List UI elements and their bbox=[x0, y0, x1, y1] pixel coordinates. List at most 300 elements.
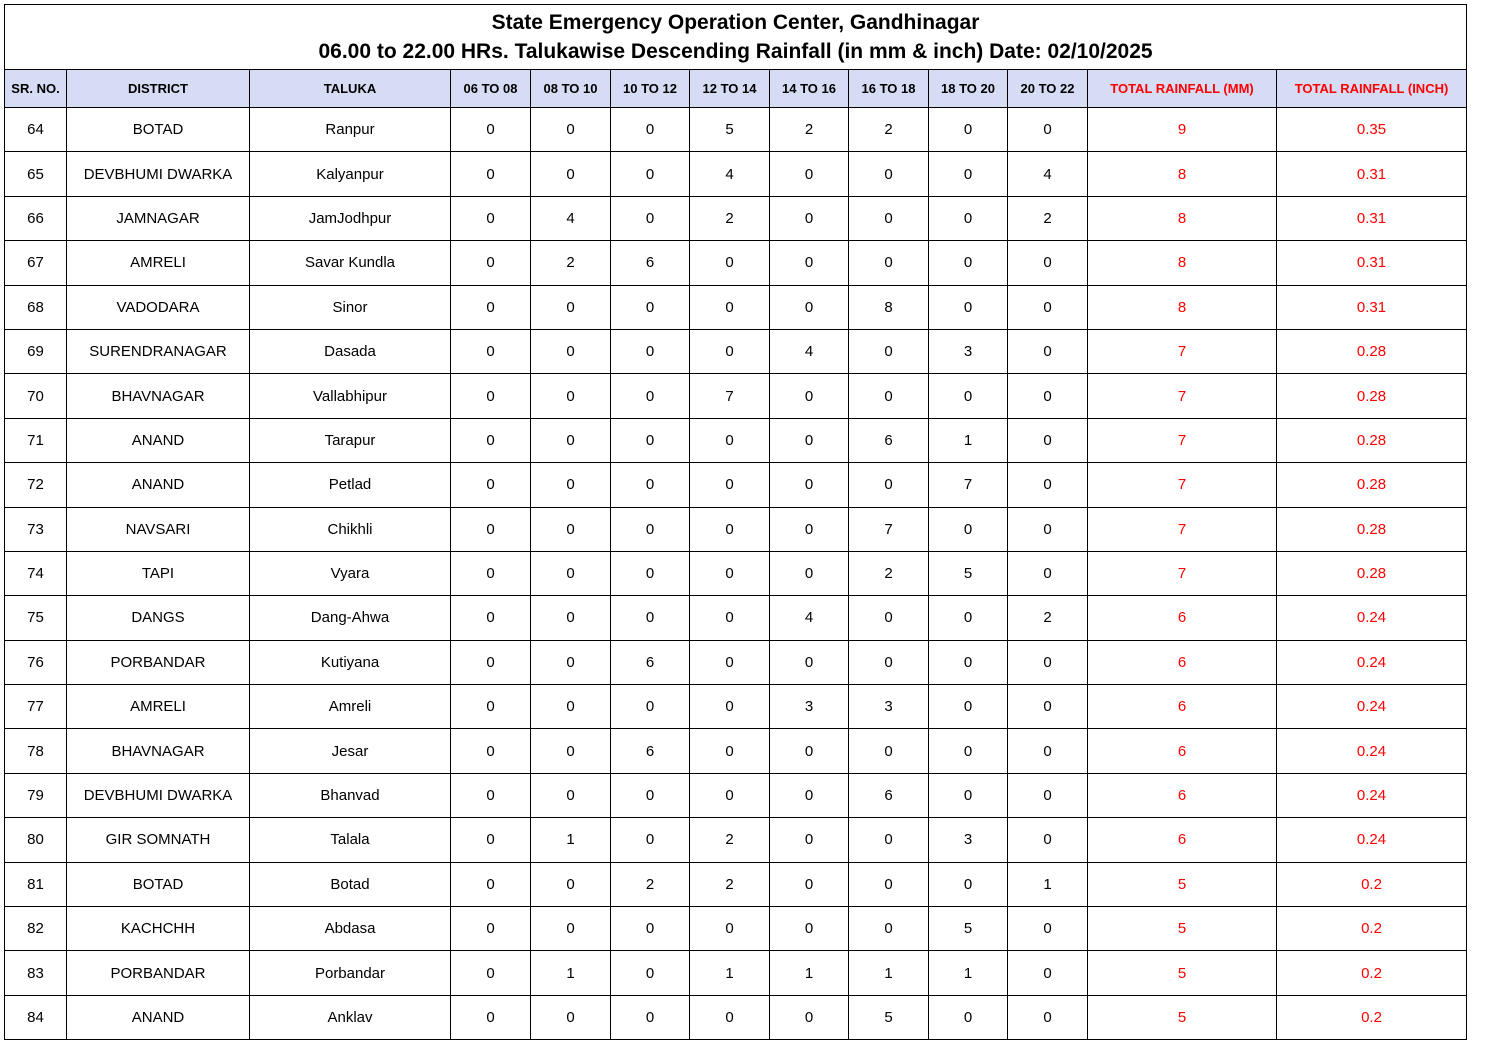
table-cell: 0 bbox=[611, 507, 690, 551]
table-cell: 0 bbox=[690, 773, 770, 817]
table-cell: 0 bbox=[611, 596, 690, 640]
table-cell: 0 bbox=[849, 152, 929, 196]
table-cell: 6 bbox=[1088, 596, 1277, 640]
table-cell: 2 bbox=[1008, 596, 1088, 640]
table-cell: Ranpur bbox=[250, 108, 451, 152]
table-cell: 0 bbox=[849, 729, 929, 773]
table-cell: 0 bbox=[531, 551, 611, 595]
table-cell: 0 bbox=[929, 862, 1008, 906]
table-cell: 0 bbox=[929, 241, 1008, 285]
table-cell: 67 bbox=[5, 241, 67, 285]
table-cell: 1 bbox=[1008, 862, 1088, 906]
table-cell: 0 bbox=[1008, 773, 1088, 817]
table-cell: 0 bbox=[770, 196, 849, 240]
table-row bbox=[5, 995, 1467, 1039]
table-cell: 3 bbox=[929, 329, 1008, 373]
table-cell: 0 bbox=[451, 285, 531, 329]
table-cell: 6 bbox=[849, 773, 929, 817]
table-cell: 6 bbox=[611, 241, 690, 285]
table-cell: 0 bbox=[451, 374, 531, 418]
table-cell: 0 bbox=[690, 463, 770, 507]
table-cell: 72 bbox=[5, 463, 67, 507]
table-cell: 0.31 bbox=[1277, 196, 1467, 240]
table-cell: 0 bbox=[531, 285, 611, 329]
table-cell: 0 bbox=[531, 152, 611, 196]
table-cell: 0 bbox=[770, 463, 849, 507]
table-cell: 0 bbox=[849, 907, 929, 951]
table-cell: 71 bbox=[5, 418, 67, 462]
table-cell: 2 bbox=[770, 108, 849, 152]
table-cell: 0 bbox=[1008, 329, 1088, 373]
table-cell: 7 bbox=[1088, 374, 1277, 418]
table-cell: 0 bbox=[1008, 285, 1088, 329]
table-cell: 0 bbox=[531, 995, 611, 1039]
table-cell: 0 bbox=[611, 285, 690, 329]
table-cell: PORBANDAR bbox=[67, 951, 250, 995]
column-header: DISTRICT bbox=[67, 70, 250, 108]
table-cell: 0 bbox=[770, 818, 849, 862]
table-cell: 0 bbox=[451, 507, 531, 551]
rainfall-table bbox=[4, 4, 1467, 1040]
table-cell: 0 bbox=[770, 862, 849, 906]
table-cell: 0 bbox=[611, 196, 690, 240]
table-cell: 0.28 bbox=[1277, 551, 1467, 595]
column-header: 06 TO 08 bbox=[451, 70, 531, 108]
table-cell: 80 bbox=[5, 818, 67, 862]
table-cell: 2 bbox=[690, 862, 770, 906]
table-cell: 0 bbox=[690, 907, 770, 951]
table-cell: 0.2 bbox=[1277, 995, 1467, 1039]
column-header: 18 TO 20 bbox=[929, 70, 1008, 108]
table-cell: 0 bbox=[690, 729, 770, 773]
table-cell: 3 bbox=[770, 685, 849, 729]
table-cell: 6 bbox=[1088, 818, 1277, 862]
table-cell: 0 bbox=[451, 108, 531, 152]
table-cell: Chikhli bbox=[250, 507, 451, 551]
table-cell: 0 bbox=[531, 463, 611, 507]
table-cell: 0.28 bbox=[1277, 418, 1467, 462]
column-header: 12 TO 14 bbox=[690, 70, 770, 108]
column-header-row bbox=[5, 70, 1467, 108]
table-cell: DEVBHUMI DWARKA bbox=[67, 773, 250, 817]
table-cell: 0 bbox=[451, 329, 531, 373]
table-cell: DEVBHUMI DWARKA bbox=[67, 152, 250, 196]
table-cell: 0 bbox=[770, 152, 849, 196]
table-cell: Sinor bbox=[250, 285, 451, 329]
table-cell: 75 bbox=[5, 596, 67, 640]
table-cell: 1 bbox=[929, 951, 1008, 995]
table-cell: 0.31 bbox=[1277, 241, 1467, 285]
table-cell: 0 bbox=[611, 685, 690, 729]
table-cell: Porbandar bbox=[250, 951, 451, 995]
table-body bbox=[5, 108, 1467, 1040]
table-cell: 4 bbox=[770, 596, 849, 640]
table-cell: 0 bbox=[770, 551, 849, 595]
table-cell: 82 bbox=[5, 907, 67, 951]
table-cell: 0.24 bbox=[1277, 773, 1467, 817]
table-cell: 0 bbox=[531, 685, 611, 729]
table-cell: 3 bbox=[929, 818, 1008, 862]
table-cell: 0 bbox=[1008, 418, 1088, 462]
table-row bbox=[5, 729, 1467, 773]
table-cell: 2 bbox=[531, 241, 611, 285]
table-cell: 0 bbox=[849, 862, 929, 906]
table-cell: 8 bbox=[849, 285, 929, 329]
table-cell: 6 bbox=[1088, 773, 1277, 817]
table-cell: 0.24 bbox=[1277, 818, 1467, 862]
table-cell: 73 bbox=[5, 507, 67, 551]
table-cell: 7 bbox=[1088, 507, 1277, 551]
table-cell: 84 bbox=[5, 995, 67, 1039]
table-cell: 1 bbox=[849, 951, 929, 995]
table-cell: ANAND bbox=[67, 463, 250, 507]
table-cell: 4 bbox=[531, 196, 611, 240]
table-cell: NAVSARI bbox=[67, 507, 250, 551]
table-cell: BOTAD bbox=[67, 108, 250, 152]
table-cell: 0 bbox=[690, 285, 770, 329]
table-row bbox=[5, 374, 1467, 418]
table-cell: 0 bbox=[849, 196, 929, 240]
column-header: 20 TO 22 bbox=[1008, 70, 1088, 108]
table-row bbox=[5, 862, 1467, 906]
table-cell: 4 bbox=[690, 152, 770, 196]
table-cell: 0 bbox=[690, 507, 770, 551]
column-header: TALUKA bbox=[250, 70, 451, 108]
table-row bbox=[5, 285, 1467, 329]
table-cell: 0 bbox=[770, 507, 849, 551]
table-cell: Savar Kundla bbox=[250, 241, 451, 285]
table-cell: 0.28 bbox=[1277, 507, 1467, 551]
table-cell: 1 bbox=[531, 951, 611, 995]
table-cell: 0 bbox=[611, 329, 690, 373]
table-cell: 7 bbox=[1088, 463, 1277, 507]
table-cell: 0 bbox=[1008, 108, 1088, 152]
table-cell: 0 bbox=[1008, 907, 1088, 951]
table-cell: 69 bbox=[5, 329, 67, 373]
table-cell: 5 bbox=[1088, 995, 1277, 1039]
table-cell: 0 bbox=[849, 241, 929, 285]
table-cell: 0 bbox=[531, 418, 611, 462]
table-cell: 0 bbox=[451, 862, 531, 906]
table-cell: 0.2 bbox=[1277, 907, 1467, 951]
table-cell: 0 bbox=[690, 551, 770, 595]
table-cell: 8 bbox=[1088, 285, 1277, 329]
table-cell: 0 bbox=[849, 329, 929, 373]
table-cell: AMRELI bbox=[67, 241, 250, 285]
table-cell: 0 bbox=[451, 773, 531, 817]
table-cell: 0 bbox=[849, 374, 929, 418]
table-cell: 0 bbox=[451, 729, 531, 773]
table-cell: 0 bbox=[1008, 640, 1088, 684]
table-cell: BOTAD bbox=[67, 862, 250, 906]
report-title-line2: 06.00 to 22.00 HRs. Talukawise Descending Rainfall (in mm & inch) Date: 02/10/2025 bbox=[318, 40, 1153, 63]
table-cell: 0 bbox=[531, 640, 611, 684]
table-cell: 0 bbox=[451, 818, 531, 862]
table-cell: 9 bbox=[1088, 108, 1277, 152]
table-cell: 0.2 bbox=[1277, 951, 1467, 995]
table-cell: 5 bbox=[849, 995, 929, 1039]
table-cell: VADODARA bbox=[67, 285, 250, 329]
table-cell: 0 bbox=[611, 152, 690, 196]
table-cell: 6 bbox=[1088, 640, 1277, 684]
table-row bbox=[5, 329, 1467, 373]
table-cell: 0 bbox=[611, 907, 690, 951]
table-cell: 0 bbox=[531, 374, 611, 418]
table-cell: 0 bbox=[929, 640, 1008, 684]
table-cell: 0 bbox=[451, 596, 531, 640]
table-cell: 0 bbox=[531, 108, 611, 152]
table-cell: 0 bbox=[849, 463, 929, 507]
table-cell: GIR SOMNATH bbox=[67, 818, 250, 862]
table-cell: 1 bbox=[929, 418, 1008, 462]
table-cell: 5 bbox=[1088, 907, 1277, 951]
table-row bbox=[5, 152, 1467, 196]
table-cell: 70 bbox=[5, 374, 67, 418]
column-header: TOTAL RAINFALL (MM) bbox=[1088, 70, 1277, 108]
table-cell: Vallabhipur bbox=[250, 374, 451, 418]
table-row bbox=[5, 108, 1467, 152]
table-cell: 0 bbox=[531, 729, 611, 773]
table-row bbox=[5, 241, 1467, 285]
table-cell: 0 bbox=[451, 241, 531, 285]
column-header: 08 TO 10 bbox=[531, 70, 611, 108]
table-cell: 2 bbox=[690, 818, 770, 862]
table-cell: 0.24 bbox=[1277, 596, 1467, 640]
table-cell: 0 bbox=[611, 374, 690, 418]
table-cell: 0 bbox=[611, 995, 690, 1039]
table-cell: 0 bbox=[929, 196, 1008, 240]
table-cell: Abdasa bbox=[250, 907, 451, 951]
table-cell: Dasada bbox=[250, 329, 451, 373]
table-cell: 4 bbox=[770, 329, 849, 373]
table-cell: 0 bbox=[770, 241, 849, 285]
table-cell: Petlad bbox=[250, 463, 451, 507]
table-cell: Kalyanpur bbox=[250, 152, 451, 196]
table-cell: 74 bbox=[5, 551, 67, 595]
table-cell: ANAND bbox=[67, 418, 250, 462]
table-cell: 0 bbox=[451, 196, 531, 240]
table-cell: 81 bbox=[5, 862, 67, 906]
table-cell: 0 bbox=[1008, 374, 1088, 418]
table-cell: Botad bbox=[250, 862, 451, 906]
table-row bbox=[5, 640, 1467, 684]
table-cell: 0 bbox=[929, 507, 1008, 551]
table-cell: 6 bbox=[849, 418, 929, 462]
table-cell: 1 bbox=[770, 951, 849, 995]
rainfall-report-sheet bbox=[4, 4, 1466, 1040]
table-cell: 0 bbox=[531, 596, 611, 640]
table-cell: 0.28 bbox=[1277, 463, 1467, 507]
table-cell: 0 bbox=[770, 773, 849, 817]
table-cell: KACHCHH bbox=[67, 907, 250, 951]
column-header: 10 TO 12 bbox=[611, 70, 690, 108]
table-cell: 6 bbox=[1088, 685, 1277, 729]
table-cell: 7 bbox=[1088, 551, 1277, 595]
table-cell: 5 bbox=[1088, 862, 1277, 906]
table-cell: 0 bbox=[1008, 507, 1088, 551]
table-cell: 0 bbox=[451, 640, 531, 684]
table-cell: 0 bbox=[1008, 551, 1088, 595]
table-cell: Tarapur bbox=[250, 418, 451, 462]
table-row bbox=[5, 773, 1467, 817]
table-cell: 3 bbox=[849, 685, 929, 729]
table-cell: 8 bbox=[1088, 196, 1277, 240]
table-cell: 0 bbox=[1008, 951, 1088, 995]
table-cell: 0 bbox=[690, 241, 770, 285]
table-cell: 76 bbox=[5, 640, 67, 684]
table-cell: 7 bbox=[1088, 418, 1277, 462]
table-cell: 0 bbox=[929, 995, 1008, 1039]
table-cell: 0 bbox=[770, 640, 849, 684]
report-title bbox=[5, 5, 1467, 70]
table-cell: 5 bbox=[690, 108, 770, 152]
table-cell: Amreli bbox=[250, 685, 451, 729]
table-cell: 65 bbox=[5, 152, 67, 196]
table-row bbox=[5, 418, 1467, 462]
table-cell: 0 bbox=[929, 374, 1008, 418]
column-header: SR. NO. bbox=[5, 70, 67, 108]
table-cell: Talala bbox=[250, 818, 451, 862]
table-cell: 0 bbox=[611, 951, 690, 995]
table-cell: 0.28 bbox=[1277, 374, 1467, 418]
table-cell: 2 bbox=[1008, 196, 1088, 240]
table-cell: 66 bbox=[5, 196, 67, 240]
table-cell: 6 bbox=[611, 640, 690, 684]
table-cell: TAPI bbox=[67, 551, 250, 595]
table-cell: 0 bbox=[770, 418, 849, 462]
table-cell: 0 bbox=[451, 418, 531, 462]
table-cell: 83 bbox=[5, 951, 67, 995]
table-cell: Bhanvad bbox=[250, 773, 451, 817]
table-cell: 2 bbox=[690, 196, 770, 240]
table-cell: BHAVNAGAR bbox=[67, 729, 250, 773]
column-header: TOTAL RAINFALL (INCH) bbox=[1277, 70, 1467, 108]
table-cell: 68 bbox=[5, 285, 67, 329]
table-cell: SURENDRANAGAR bbox=[67, 329, 250, 373]
table-cell: 1 bbox=[531, 818, 611, 862]
table-cell: AMRELI bbox=[67, 685, 250, 729]
table-cell: 7 bbox=[1088, 329, 1277, 373]
table-cell: 0 bbox=[531, 773, 611, 817]
table-cell: 0 bbox=[1008, 995, 1088, 1039]
table-cell: 0.31 bbox=[1277, 152, 1467, 196]
table-cell: PORBANDAR bbox=[67, 640, 250, 684]
table-cell: 79 bbox=[5, 773, 67, 817]
table-cell: 0 bbox=[770, 907, 849, 951]
table-cell: 6 bbox=[1088, 729, 1277, 773]
table-cell: 0 bbox=[531, 507, 611, 551]
table-cell: 2 bbox=[849, 551, 929, 595]
table-cell: 0 bbox=[451, 685, 531, 729]
table-cell: 0.35 bbox=[1277, 108, 1467, 152]
table-cell: 0 bbox=[690, 596, 770, 640]
table-cell: 0 bbox=[451, 995, 531, 1039]
table-cell: 0 bbox=[929, 773, 1008, 817]
table-cell: ANAND bbox=[67, 995, 250, 1039]
table-cell: 0 bbox=[611, 551, 690, 595]
table-cell: 0 bbox=[690, 329, 770, 373]
table-cell: 0 bbox=[611, 818, 690, 862]
table-cell: 2 bbox=[849, 108, 929, 152]
table-cell: 0.28 bbox=[1277, 329, 1467, 373]
table-cell: 5 bbox=[1088, 951, 1277, 995]
table-cell: Kutiyana bbox=[250, 640, 451, 684]
table-cell: Vyara bbox=[250, 551, 451, 595]
column-header: 14 TO 16 bbox=[770, 70, 849, 108]
table-cell: 0 bbox=[1008, 241, 1088, 285]
table-cell: 0 bbox=[531, 862, 611, 906]
report-title-line1: State Emergency Operation Center, Gandhinagar bbox=[491, 11, 980, 34]
table-cell: 0 bbox=[929, 152, 1008, 196]
table-cell: 5 bbox=[929, 907, 1008, 951]
table-cell: 0 bbox=[770, 285, 849, 329]
column-header: 16 TO 18 bbox=[849, 70, 929, 108]
table-cell: 0.24 bbox=[1277, 729, 1467, 773]
table-row bbox=[5, 818, 1467, 862]
table-cell: 0 bbox=[849, 596, 929, 640]
table-cell: 0 bbox=[770, 729, 849, 773]
table-cell: 2 bbox=[611, 862, 690, 906]
table-cell: 0 bbox=[451, 951, 531, 995]
table-cell: Anklav bbox=[250, 995, 451, 1039]
table-cell: 0 bbox=[531, 907, 611, 951]
table-cell: 0 bbox=[1008, 729, 1088, 773]
table-cell: 5 bbox=[929, 551, 1008, 595]
table-cell: 64 bbox=[5, 108, 67, 152]
table-cell: 0.24 bbox=[1277, 640, 1467, 684]
table-cell: 6 bbox=[611, 729, 690, 773]
table-row bbox=[5, 551, 1467, 595]
table-cell: 0 bbox=[451, 152, 531, 196]
table-cell: 0 bbox=[611, 108, 690, 152]
table-cell: 7 bbox=[929, 463, 1008, 507]
table-cell: 7 bbox=[690, 374, 770, 418]
table-cell: 0 bbox=[929, 108, 1008, 152]
table-row bbox=[5, 685, 1467, 729]
table-cell: 0 bbox=[849, 640, 929, 684]
table-cell: 0 bbox=[451, 463, 531, 507]
table-cell: BHAVNAGAR bbox=[67, 374, 250, 418]
table-cell: 0 bbox=[1008, 685, 1088, 729]
table-cell: 0 bbox=[611, 773, 690, 817]
table-cell: 0 bbox=[770, 995, 849, 1039]
table-cell: 0 bbox=[929, 729, 1008, 773]
table-row bbox=[5, 196, 1467, 240]
table-cell: 0 bbox=[849, 818, 929, 862]
table-cell: DANGS bbox=[67, 596, 250, 640]
table-cell: 77 bbox=[5, 685, 67, 729]
table-row bbox=[5, 951, 1467, 995]
table-cell: 78 bbox=[5, 729, 67, 773]
table-cell: 0 bbox=[690, 418, 770, 462]
table-cell: 4 bbox=[1008, 152, 1088, 196]
table-cell: 1 bbox=[690, 951, 770, 995]
table-cell: Dang-Ahwa bbox=[250, 596, 451, 640]
table-cell: 8 bbox=[1088, 241, 1277, 285]
table-cell: 0 bbox=[929, 596, 1008, 640]
table-cell: 0 bbox=[1008, 818, 1088, 862]
table-cell: 0.24 bbox=[1277, 685, 1467, 729]
table-cell: 7 bbox=[849, 507, 929, 551]
table-cell: JamJodhpur bbox=[250, 196, 451, 240]
table-cell: 8 bbox=[1088, 152, 1277, 196]
table-cell: JAMNAGAR bbox=[67, 196, 250, 240]
table-cell: 0 bbox=[611, 418, 690, 462]
table-cell: 0 bbox=[451, 551, 531, 595]
table-cell: Jesar bbox=[250, 729, 451, 773]
table-row bbox=[5, 463, 1467, 507]
table-cell: 0 bbox=[770, 374, 849, 418]
